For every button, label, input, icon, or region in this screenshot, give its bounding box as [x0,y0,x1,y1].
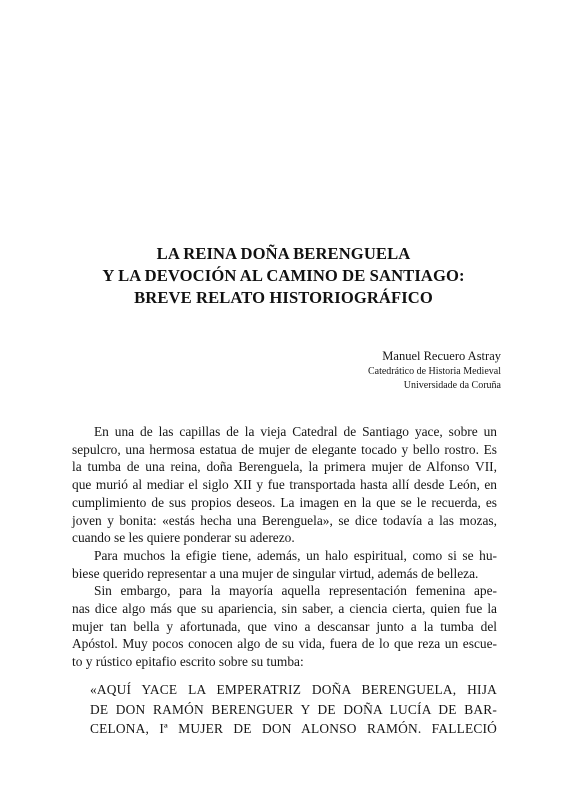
text-line: to y rústico epitafio escrito sobre su tumba: [72,654,304,670]
quote-line: «AQUÍ YACE LA EMPERATRIZ DOÑA BERENGUELA, HIJA [90,682,497,697]
author-name: Manuel Recuero Astray [382,349,501,363]
epitaph-quote [90,680,497,739]
quote-line: CELONA, Iª MUJER DE DON ALONSO RAMÓN. FALLECIÓ [90,721,497,736]
title-line-3: BREVE RELATO HISTORIOGRÁFICO [134,288,433,307]
paragraph-2 [72,547,497,582]
text-line: cumplimiento de sus propios deseos. La imagen en la que se le recuerda, es [72,494,497,510]
title-line-2: Y LA DEVOCIÓN AL CAMINO DE SANTIAGO: [102,266,465,285]
paragraph-3 [72,582,497,671]
title-line-1: LA REINA DOÑA BERENGUELA [156,244,411,263]
article-title [0,243,567,309]
quote-line: DE DON RAMÓN BERENGUER Y DE DOÑA LUCÍA DE BAR- [90,701,497,717]
text-line: Apóstol. Muy pocos conocen algo de su vida, fuera de lo que reza un escue- [72,636,497,652]
text-line: cuando se les quiere ponderar su aderezo. [72,530,295,546]
text-line: mujer tan bella y afortunada, que vino a descansar junto a la tumba del [72,618,497,634]
author-position: Catedrático de Historia Medieval [367,366,501,377]
text-line: la tumba de una reina, doña Berenguela, la primera mujer de Alfonso VII, [72,459,497,475]
text-line: biese querido representar a una mujer de singular virtud, además de belleza. [72,565,479,581]
author-block [368,348,501,392]
text-line: Para muchos la efigie tiene, además, un halo espiritual, como si se hu- [94,547,497,563]
text-line: nas dice algo más que su apariencia, sin saber, a ciencia cierta, quien fue la [72,601,497,617]
text-line: joven y bonita: «estás hecha una Berenguela», se dice todavía a las mozas, [72,512,497,528]
text-line: Sin embargo, para la mayoría aquella representación femenina ape- [94,583,497,599]
text-line: En una de las capillas de la vieja Catedral de Santiago yace, sobre un [94,424,497,439]
text-line: que murió al mediar el siglo XII y fue transportada hasta allí desde León, en [72,477,497,493]
body-text [72,423,497,671]
text-line: sepulcro, una hermosa estatua de mujer de elegante tocado y bello rostro. Es [72,441,497,457]
author-institution: Universidade da Coruña [403,379,501,391]
paragraph-1 [72,423,497,547]
